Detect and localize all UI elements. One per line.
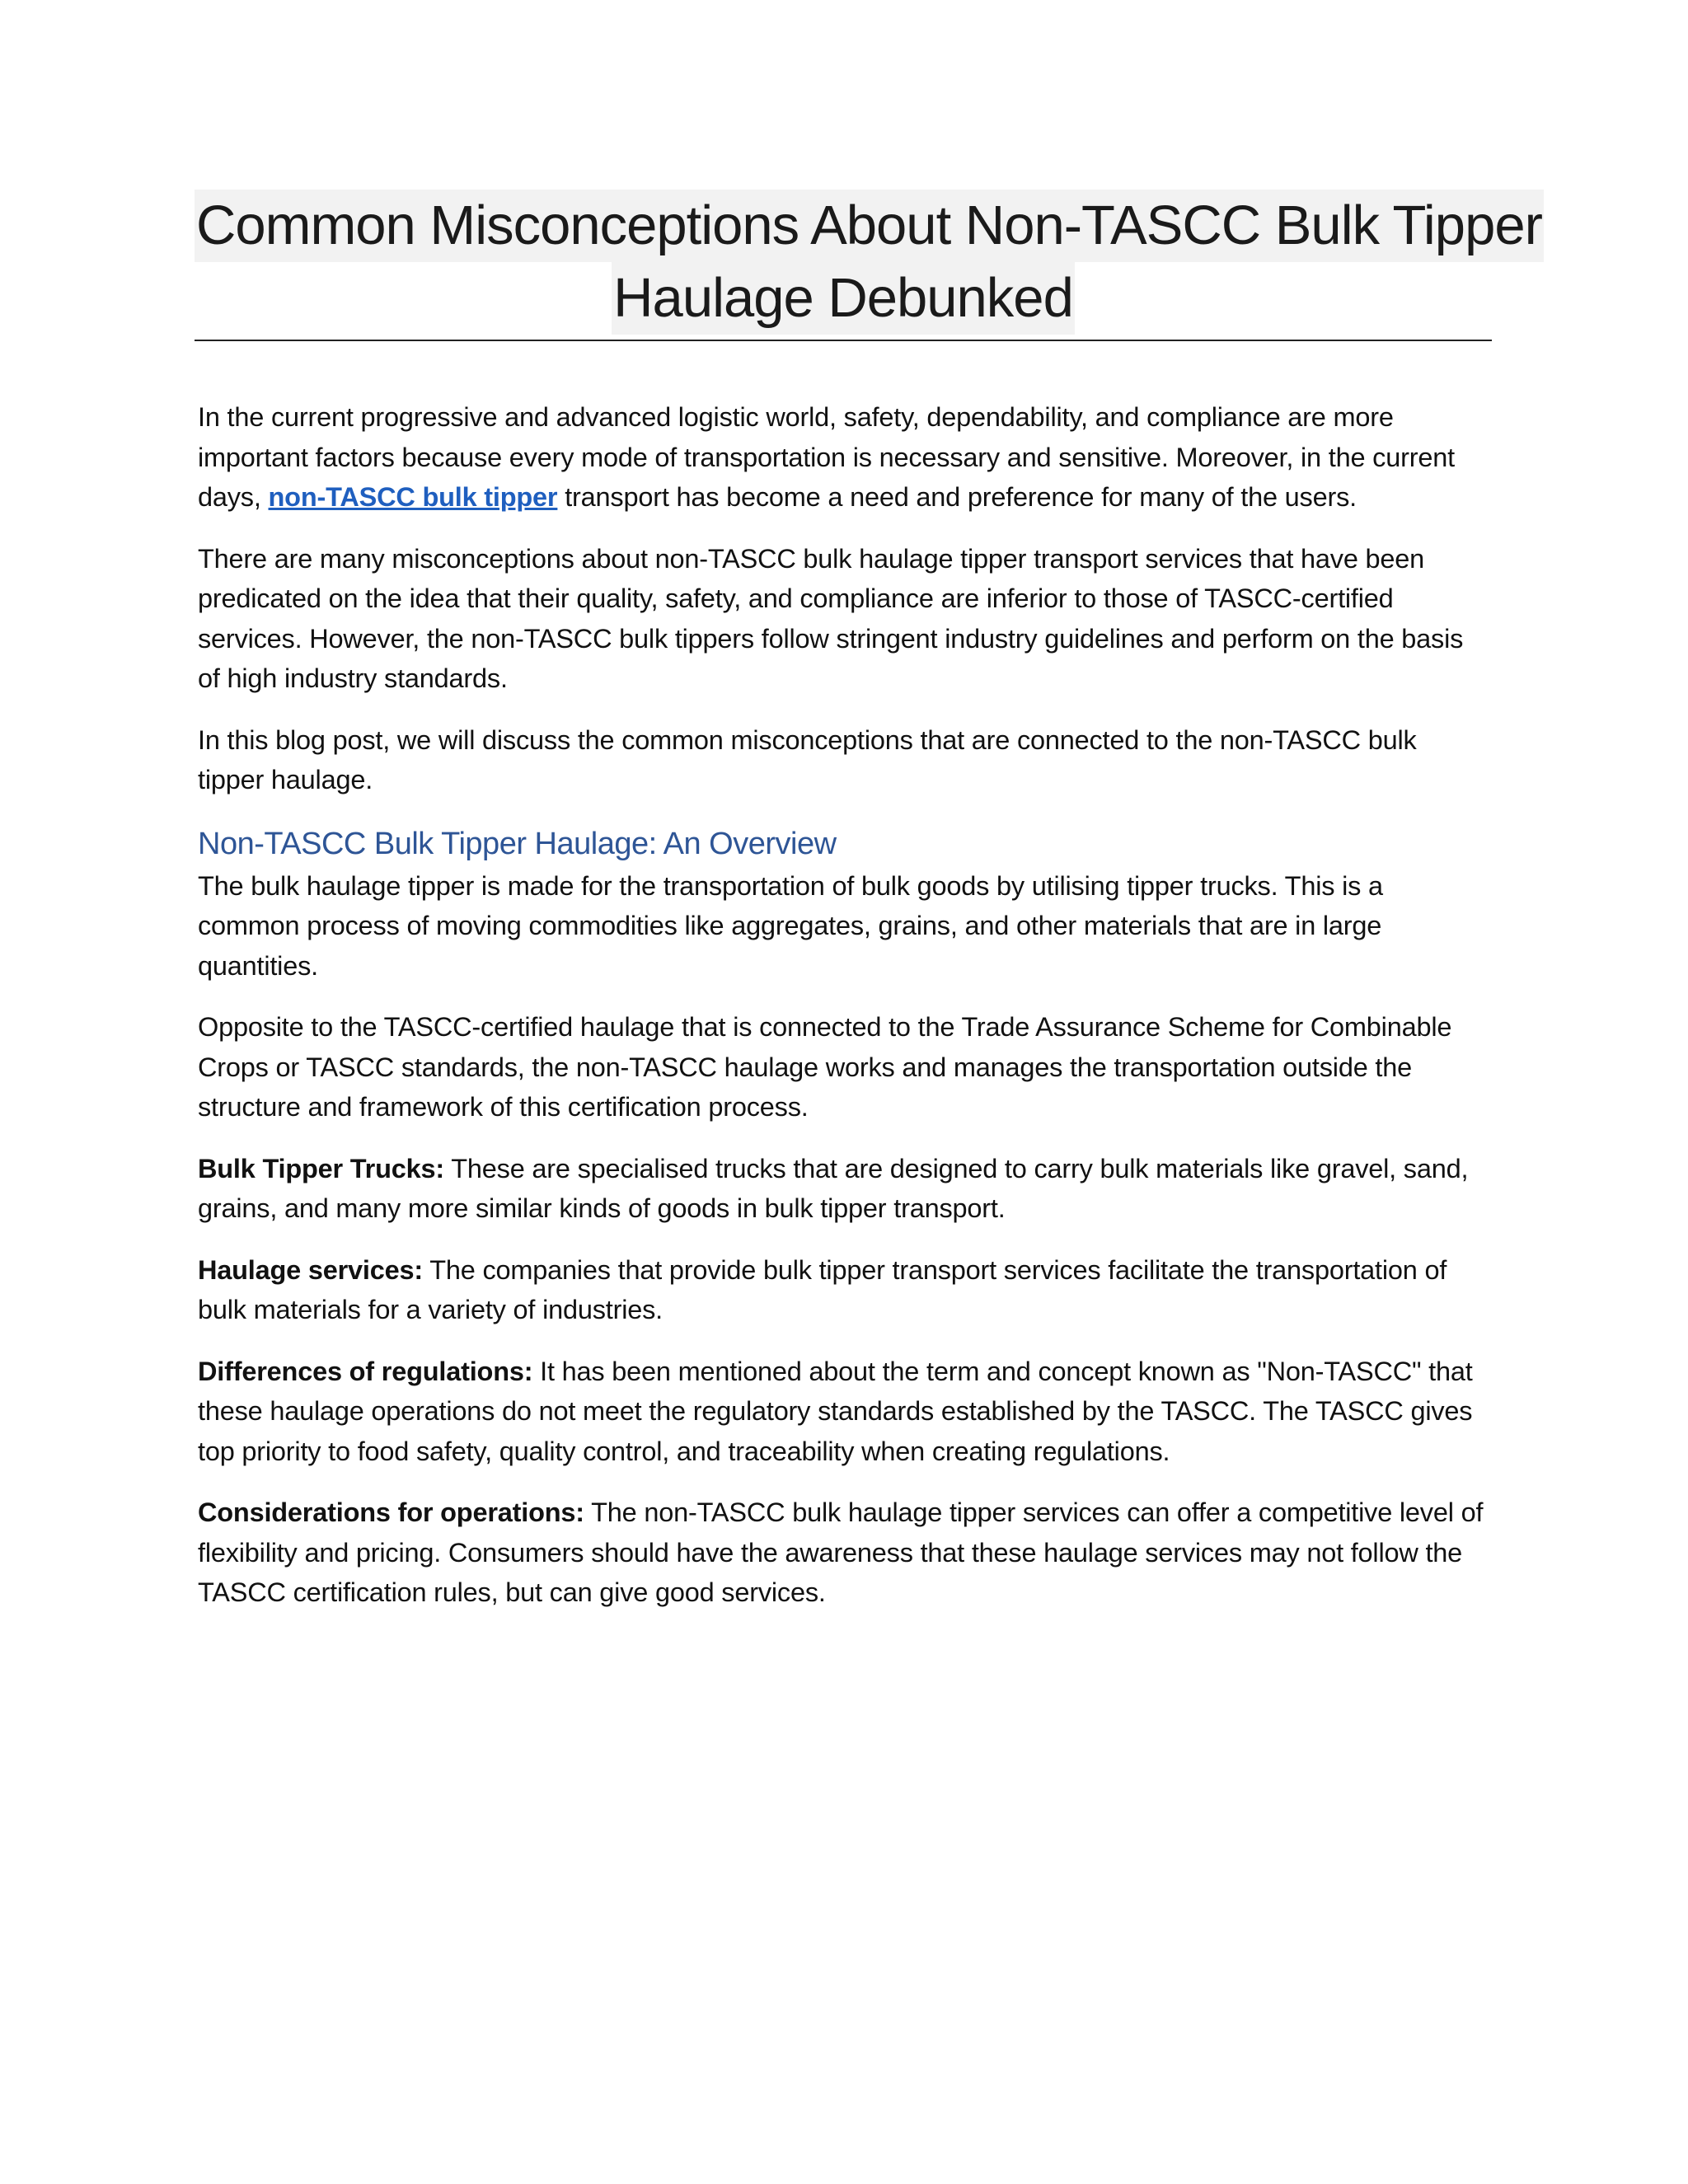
intro-text-after-link: transport has become a need and preference for many of the users. bbox=[557, 482, 1357, 512]
item-label: Bulk Tipper Trucks: bbox=[198, 1153, 445, 1183]
page-title-line-1: Common Misconceptions About Non-TASCC Bulk Tipper bbox=[195, 190, 1544, 262]
item-label: Considerations for operations: bbox=[198, 1497, 584, 1527]
overview-heading: Non-TASCC Bulk Tipper Haulage: An Overview bbox=[198, 826, 837, 861]
item-text: These are specialised trucks that are designed to carry bulk materials like gravel, sand, grains, and many more similar kinds of goods in bulk tipper transport. bbox=[198, 1153, 1469, 1223]
item-text: The non-TASCC bulk haulage tipper services can offer a competitive level of flexibility and pricing. Consumers should have the awareness that these haulage services may not follow the TASCC certification rules, but can give good services. bbox=[198, 1497, 1484, 1607]
intro-paragraph-1 bbox=[198, 397, 1489, 518]
document-page bbox=[196, 190, 1542, 1634]
overview-paragraph-1: The bulk haulage tipper is made for the transportation of bulk goods by utilising tipper trucks. This is a common process of moving commodities like aggregates, grains, and other materials that are in large quantities. bbox=[198, 870, 1383, 981]
intro-paragraph-2: There are many misconceptions about non-TASCC bulk haulage tipper transport services that have been predicated on the idea that their quality, safety, and compliance are inferior to those of TASCC-certified services. However, the non-TASCC bulk tippers follow stringent industry guidelines and perform on the basis of high industry standards. bbox=[198, 543, 1464, 693]
bulk-tipper-trucks-item bbox=[198, 1149, 1489, 1229]
intro-text-before-link: In the current progressive and advanced logistic world, safety, dependability, and compliance are more important factors because every mode of transportation is necessary and sensitive. Moreover, in the current days, bbox=[198, 402, 1455, 512]
item-label: Haulage services: bbox=[198, 1254, 424, 1285]
item-label: Differences of regulations: bbox=[198, 1356, 533, 1386]
article-body bbox=[198, 397, 1489, 1613]
non-tascc-bulk-tipper-link[interactable]: non-TASCC bulk tipper bbox=[268, 482, 558, 512]
haulage-services-item bbox=[198, 1250, 1489, 1330]
overview-paragraph-2: Opposite to the TASCC-certified haulage that is connected to the Trade Assurance Scheme for Combinable Crops or TASCC standards, the non-TASCC haulage works and manages the transportation outside the structure and framework of this certification process. bbox=[198, 1012, 1452, 1122]
page-title bbox=[195, 190, 1542, 341]
page-title-line-2: Haulage Debunked bbox=[612, 262, 1075, 335]
intro-paragraph-3: In this blog post, we will discuss the common misconceptions that are connected to the non-TASCC bulk tipper haulage. bbox=[198, 724, 1417, 794]
item-text: The companies that provide bulk tipper transport services facilitate the transportation of bulk materials for a variety of industries. bbox=[198, 1254, 1447, 1324]
considerations-for-operations-item bbox=[198, 1493, 1489, 1613]
differences-of-regulations-item bbox=[198, 1352, 1489, 1472]
item-text: It has been mentioned about the term and concept known as "Non-TASCC" that these haulage operations do not meet the regulatory standards established by the TASCC. The TASCC gives top priority to food safety, quality control, and traceability when creating regulations. bbox=[198, 1356, 1473, 1466]
